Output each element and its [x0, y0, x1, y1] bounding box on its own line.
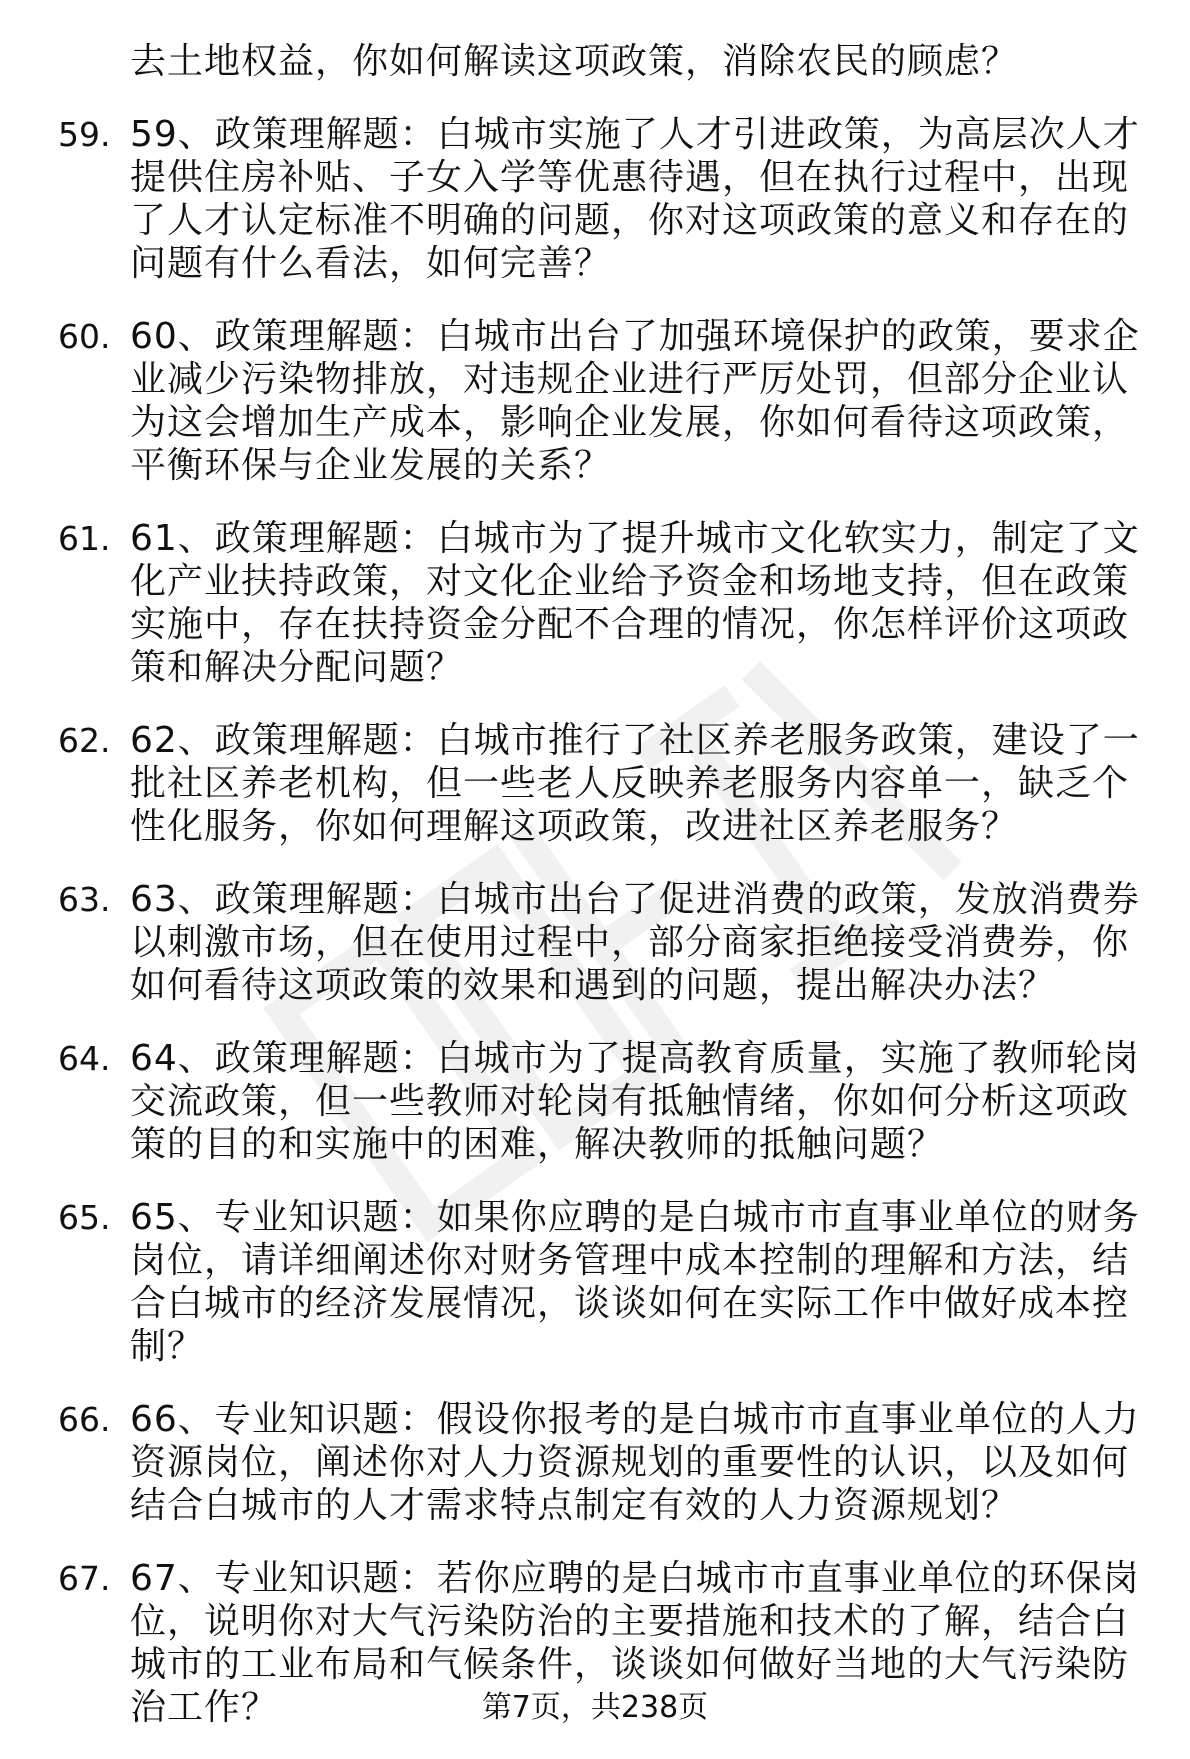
question-content: [58, 40, 1158, 1759]
list-item: [58, 315, 1158, 487]
list-item-number: 67.: [58, 1559, 111, 1598]
continued-question-text: 去土地权益，你如何解读这项政策，消除农民的顾虑？: [130, 41, 1019, 82]
list-item-text: 61、政策理解题：白城市为了提升城市文化软实力，制定了文化产业扶持政策，对文化企业给予资金和场地支持，但在政策实施中，存在扶持资金分配不合理的情况，你怎样评价这项政策和解决分配问题？: [130, 518, 1140, 688]
list-item: [58, 1196, 1158, 1368]
list-item-number: 64.: [58, 1039, 111, 1078]
list-item: [58, 1037, 1158, 1166]
list-item-text: 63、政策理解题：白城市出台了促进消费的政策，发放消费券以刺激市场，但在使用过程中，部分商家拒绝接受消费券，你如何看待这项政策的效果和遇到的问题，提出解决办法？: [130, 879, 1140, 1006]
list-item-number: 65.: [58, 1198, 111, 1237]
list-item-text: 64、政策理解题：白城市为了提高教育质量，实施了教师轮岗交流政策，但一些教师对轮岗有抵触情绪，你如何分析这项政策的目的和实施中的困难，解决教师的抵触问题？: [130, 1038, 1140, 1165]
list-item-number: 61.: [58, 519, 111, 558]
list-item-number: 62.: [58, 721, 111, 760]
list-item-text: 60、政策理解题：白城市出台了加强环境保护的政策，要求企业减少污染物排放，对违规企业进行严厉处罚，但部分企业认为这会增加生产成本，影响企业发展，你如何看待这项政策，平衡环保与企业发展的关系？: [130, 316, 1140, 486]
question-list: [58, 113, 1158, 1729]
list-item-text: 62、政策理解题：白城市推行了社区养老服务政策，建设了一批社区养老机构，但一些老人反映养老服务内容单一，缺乏个性化服务，你如何理解这项政策，改进社区养老服务？: [130, 720, 1140, 847]
list-item: [58, 517, 1158, 689]
list-item-number: 59.: [58, 115, 111, 154]
list-item: [58, 719, 1158, 848]
list-item-text: 59、政策理解题：白城市实施了人才引进政策，为高层次人才提供住房补贴、子女入学等优惠待遇，但在执行过程中，出现了人才认定标准不明确的问题，你对这项政策的意义和存在的问题有什么看法，如何完善？: [130, 114, 1140, 284]
list-item-text: 65、专业知识题：如果你应聘的是白城市市直事业单位的财务岗位，请详细阐述你对财务管理中成本控制的理解和方法，结合白城市的经济发展情况，谈谈如何在实际工作中做好成本控制？: [130, 1197, 1140, 1367]
list-item: [58, 113, 1158, 285]
list-item-text: 67、专业知识题：若你应聘的是白城市市直事业单位的环保岗位，说明你对大气污染防治的主要措施和技术的了解，结合白城市的工业布局和气候条件，谈谈如何做好当地的大气污染防治工作？: [130, 1558, 1140, 1728]
list-item-text: 66、专业知识题：假设你报考的是白城市市直事业单位的人力资源岗位，阐述你对人力资源规划的重要性的认识，以及如何结合白城市的人才需求特点制定有效的人力资源规划？: [130, 1399, 1140, 1526]
list-item-number: 66.: [58, 1400, 111, 1439]
list-item: [58, 1398, 1158, 1527]
list-item: [58, 878, 1158, 1007]
list-item-number: 60.: [58, 317, 111, 356]
page-number-footer: 第7页，共238页: [481, 1690, 709, 1725]
list-item-number: 63.: [58, 880, 111, 919]
